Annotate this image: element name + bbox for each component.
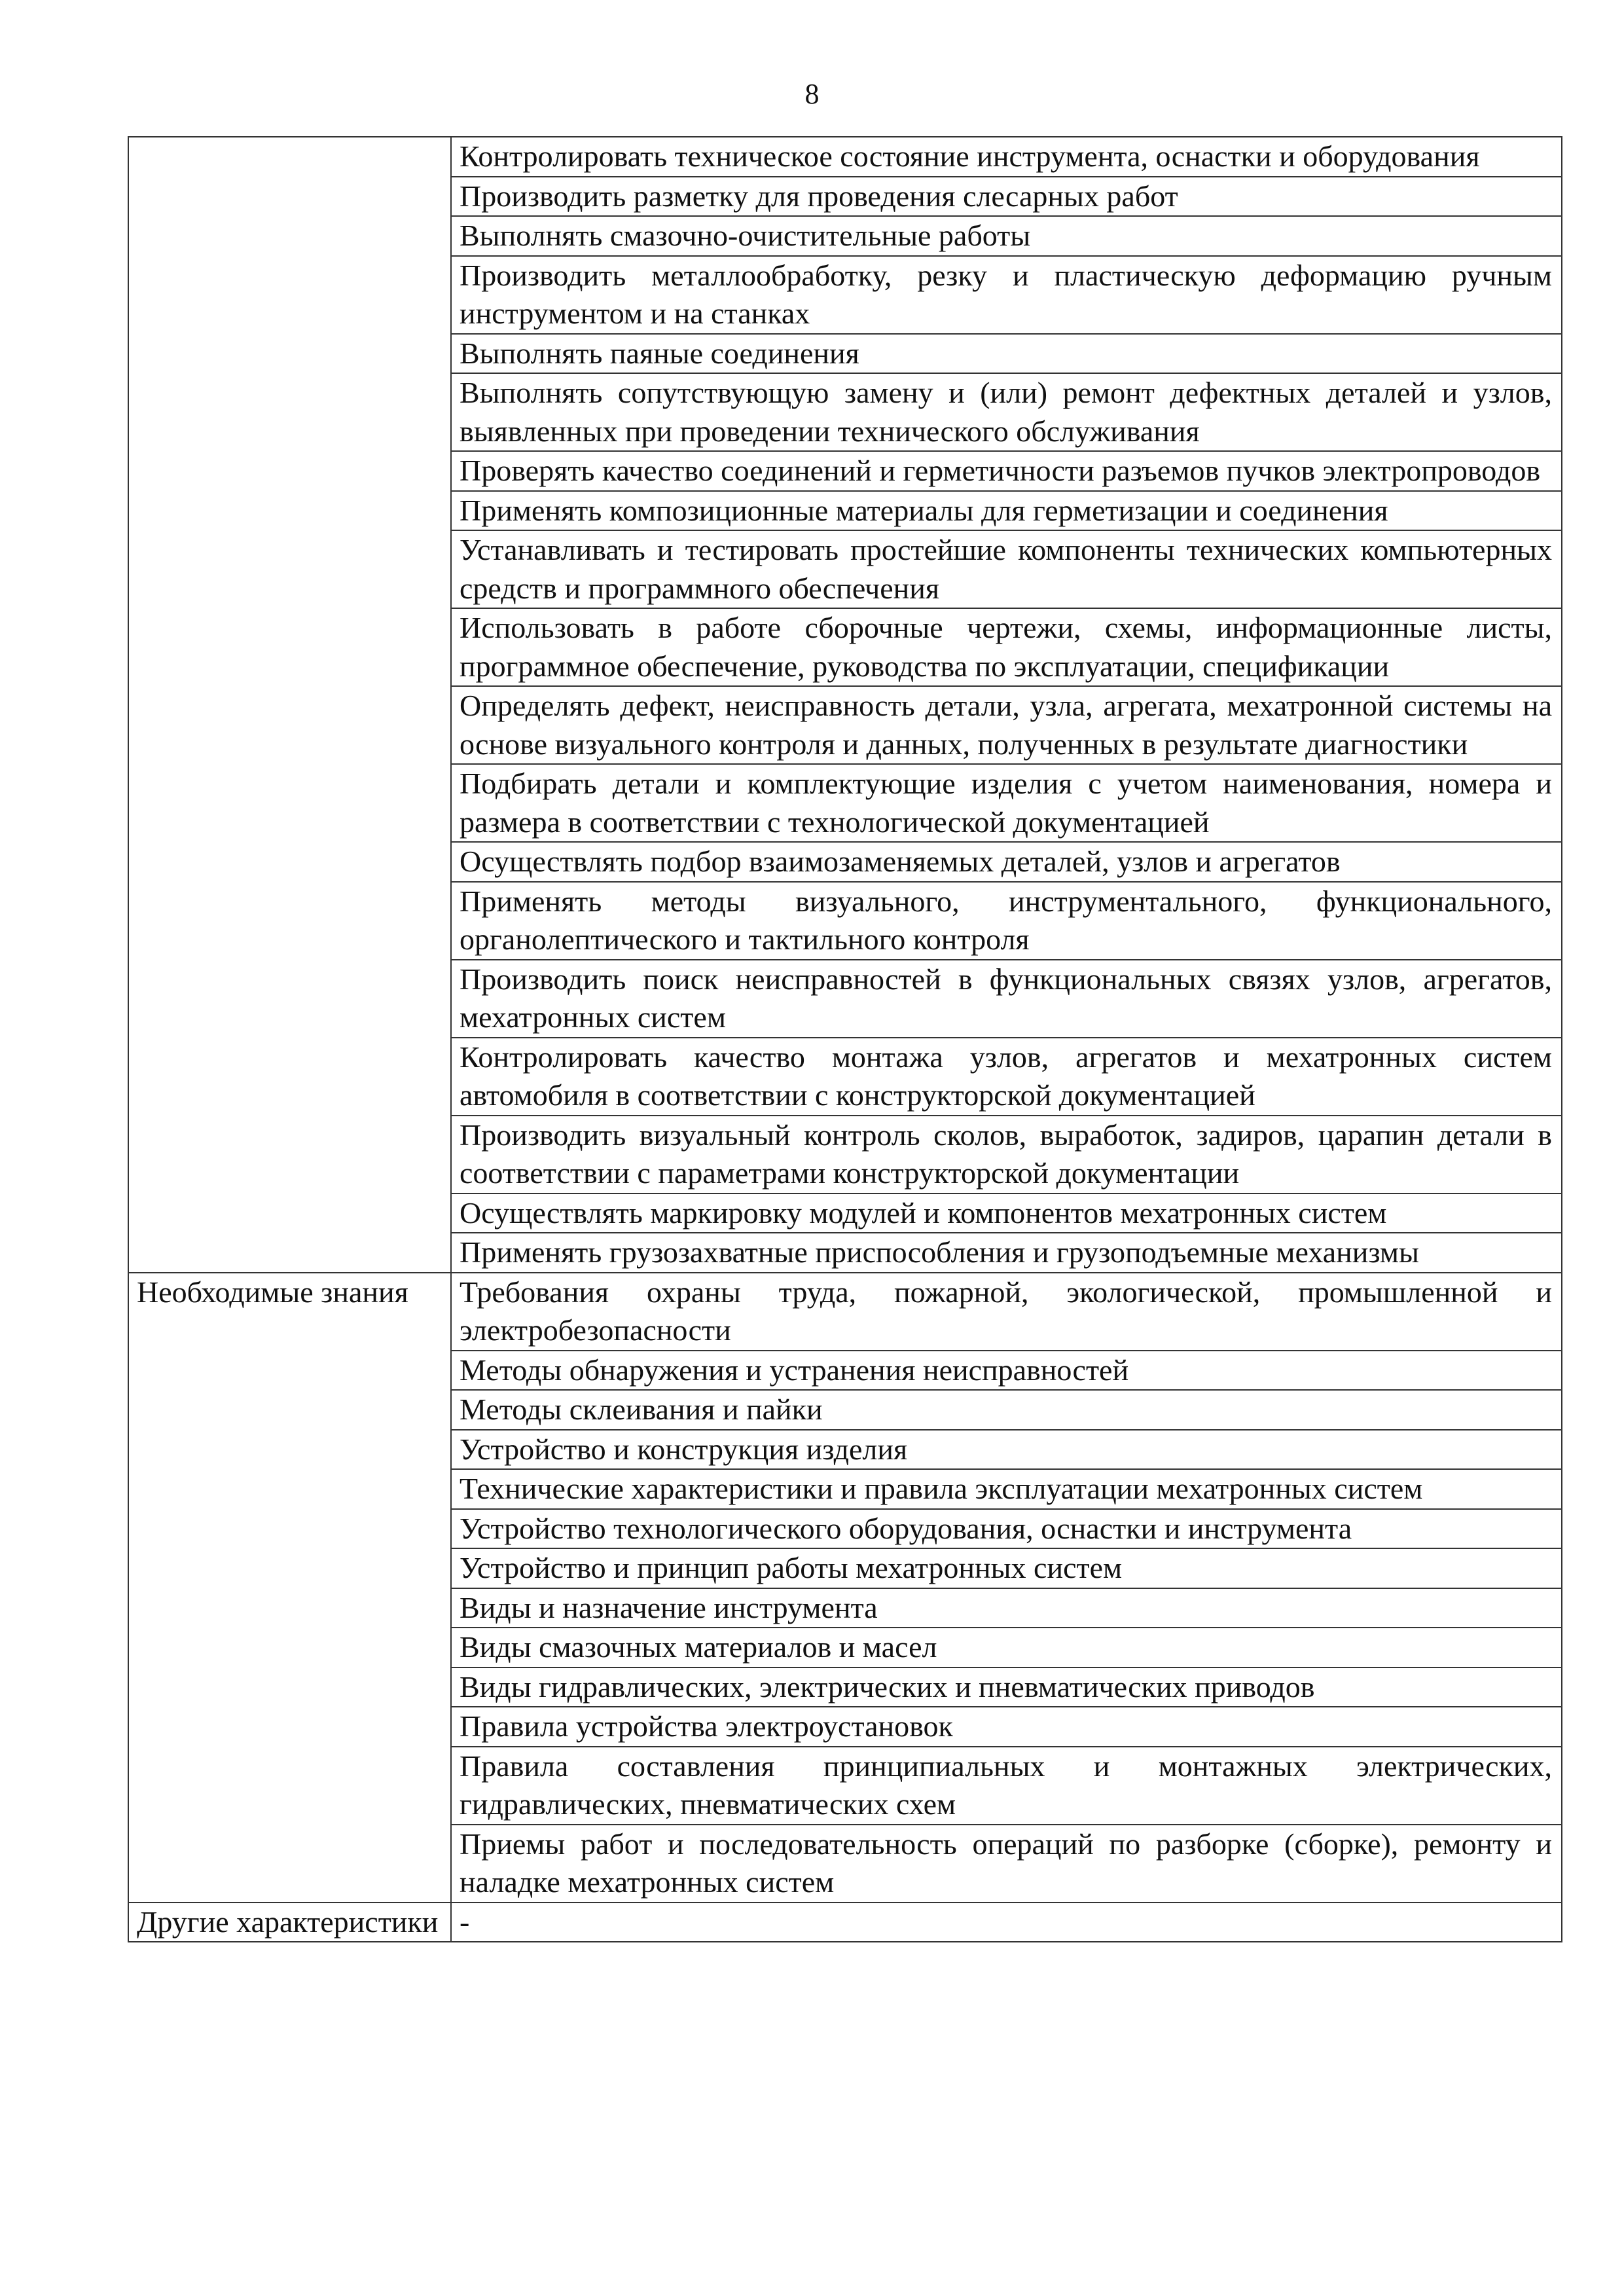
requirement-item: Проверять качество соединений и герметичности разъемов пучков электропроводов bbox=[451, 451, 1562, 491]
requirement-item: Устройство и принцип работы мехатронных систем bbox=[451, 1548, 1562, 1588]
requirement-item: Приемы работ и последовательность операций по разборке (сборке), ремонту и наладке мехатронных систем bbox=[451, 1825, 1562, 1903]
requirement-item: Выполнять смазочно-очистительные работы bbox=[451, 216, 1562, 256]
requirement-item: Производить поиск неисправностей в функциональных связях узлов, агрегатов, мехатронных систем bbox=[451, 960, 1562, 1038]
requirement-item: Методы обнаружения и устранения неисправностей bbox=[451, 1351, 1562, 1391]
table-row bbox=[128, 137, 1562, 177]
requirement-item: Правила устройства электроустановок bbox=[451, 1707, 1562, 1747]
requirement-item: Виды смазочных материалов и масел bbox=[451, 1628, 1562, 1667]
section-label bbox=[128, 137, 451, 1273]
section-label: Другие характеристики bbox=[128, 1903, 451, 1942]
table-row bbox=[128, 1273, 1562, 1351]
requirement-item: Устройство и конструкция изделия bbox=[451, 1430, 1562, 1470]
requirement-item: Требования охраны труда, пожарной, экологической, промышленной и электробезопасности bbox=[451, 1273, 1562, 1351]
requirement-item: Использовать в работе сборочные чертежи, схемы, информационные листы, программное обеспечение, руководства по эксплуатации, спецификации bbox=[451, 608, 1562, 686]
requirement-item: Подбирать детали и комплектующие изделия с учетом наименования, номера и размера в соответствии с технологической документацией bbox=[451, 764, 1562, 842]
requirement-item: Осуществлять подбор взаимозаменяемых деталей, узлов и агрегатов bbox=[451, 842, 1562, 882]
requirement-item: Виды и назначение инструмента bbox=[451, 1588, 1562, 1628]
requirement-item: Технические характеристики и правила эксплуатации мехатронных систем bbox=[451, 1469, 1562, 1509]
requirement-item: Устройство технологического оборудования, оснастки и инструмента bbox=[451, 1509, 1562, 1549]
requirement-item: Производить разметку для проведения слесарных работ bbox=[451, 177, 1562, 217]
section-label: Необходимые знания bbox=[128, 1273, 451, 1903]
requirement-item: - bbox=[451, 1903, 1562, 1942]
requirement-item: Устанавливать и тестировать простейшие компоненты технических компьютерных средств и программного обеспечения bbox=[451, 530, 1562, 608]
requirement-item: Применять методы визуального, инструментального, функционального, органолептического и тактильного контроля bbox=[451, 882, 1562, 960]
page-number: 8 bbox=[804, 78, 820, 110]
requirement-item: Правила составления принципиальных и монтажных электрических, гидравлических, пневматических схем bbox=[451, 1747, 1562, 1825]
requirements-table bbox=[128, 136, 1562, 1942]
requirement-item: Производить визуальный контроль сколов, выработок, задиров, царапин детали в соответствии с параметрами конструкторской документации bbox=[451, 1116, 1562, 1194]
requirement-item: Виды гидравлических, электрических и пневматических приводов bbox=[451, 1667, 1562, 1707]
requirement-item: Выполнять паяные соединения bbox=[451, 334, 1562, 374]
requirement-item: Контролировать качество монтажа узлов, агрегатов и мехатронных систем автомобиля в соответствии с конструкторской документацией bbox=[451, 1038, 1562, 1116]
requirement-item: Применять композиционные материалы для герметизации и соединения bbox=[451, 491, 1562, 531]
requirement-item: Определять дефект, неисправность детали, узла, агрегата, мехатронной системы на основе визуального контроля и данных, полученных в результате диагностики bbox=[451, 686, 1562, 764]
requirement-item: Осуществлять маркировку модулей и компонентов мехатронных систем bbox=[451, 1194, 1562, 1233]
requirement-item: Выполнять сопутствующую замену и (или) ремонт дефектных деталей и узлов, выявленных при проведении технического обслуживания bbox=[451, 373, 1562, 451]
requirement-item: Контролировать техническое состояние инструмента, оснастки и оборудования bbox=[451, 137, 1562, 177]
table-row bbox=[128, 1903, 1562, 1942]
requirement-item: Производить металлообработку, резку и пластическую деформацию ручным инструментом и на станках bbox=[451, 256, 1562, 334]
requirement-item: Применять грузозахватные приспособления и грузоподъемные механизмы bbox=[451, 1233, 1562, 1273]
requirement-item: Методы склеивания и пайки bbox=[451, 1390, 1562, 1430]
